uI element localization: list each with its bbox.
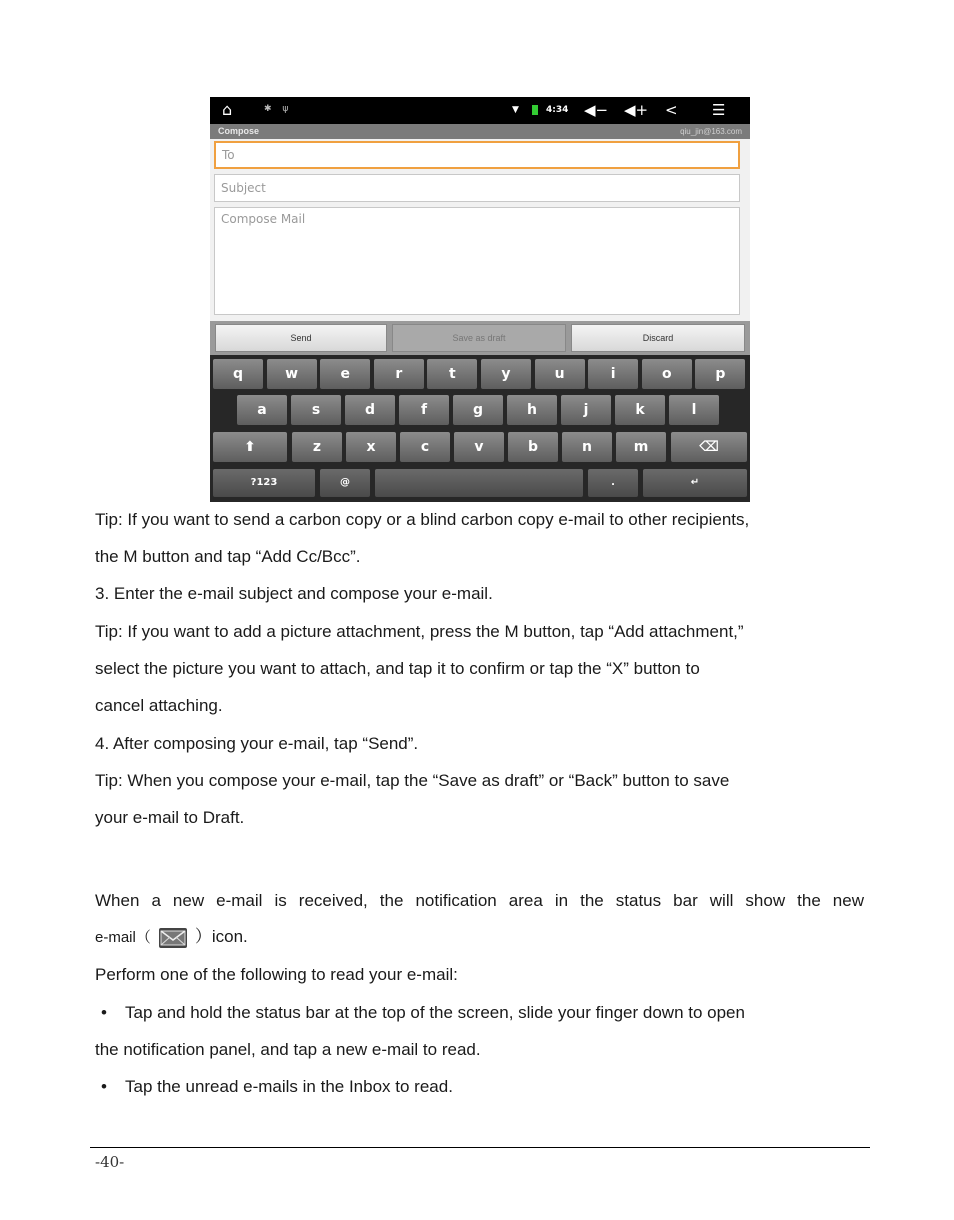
key-p: p — [695, 359, 745, 389]
bullet-1-text: Tap and hold the status bar at the top of the screen, slide your finger down to open — [125, 1003, 745, 1022]
compose-app-bar — [210, 124, 750, 139]
shift-key-icon: ⬆ — [213, 432, 287, 462]
account-address: qiu_jin@163.com — [680, 127, 742, 136]
page-number: -40- — [95, 1153, 125, 1171]
tip-draft-line-2: your e-mail to Draft. — [95, 808, 245, 827]
tip-cc-line-2: the M button and tap “Add Cc/Bcc”. — [95, 547, 361, 566]
email-prefix: e-mail（ — [95, 929, 151, 946]
backspace-key-icon: ⌫ — [671, 432, 747, 462]
soft-keyboard — [210, 355, 750, 502]
status-clock: 4:34 — [546, 105, 569, 115]
back-icon: < — [665, 101, 678, 119]
key-g: g — [453, 395, 503, 425]
home-icon: ⌂ — [222, 100, 233, 119]
subject-field: Subject — [214, 174, 740, 202]
compose-action-bar — [210, 321, 750, 355]
key-j: j — [561, 395, 611, 425]
key-f: f — [399, 395, 449, 425]
key-u: u — [535, 359, 585, 389]
key-i: i — [588, 359, 638, 389]
new-mail-paragraph-line-2 — [95, 926, 248, 949]
envelope-icon — [159, 928, 187, 948]
bullet-marker: • — [101, 1077, 107, 1096]
battery-icon — [532, 105, 538, 115]
tip-attachment-line-1: Tip: If you want to add a picture attachment, press the M button, tap “Add attachment,” — [95, 622, 744, 641]
status-bar — [210, 97, 750, 124]
at-key: @ — [320, 469, 370, 497]
step-4: 4. After composing your e-mail, tap “Send”. — [95, 734, 419, 753]
key-m: m — [616, 432, 666, 462]
key-l: l — [669, 395, 719, 425]
volume-up-icon: ◀+ — [624, 101, 649, 119]
menu-icon: ☰ — [712, 101, 726, 119]
key-v: v — [454, 432, 504, 462]
key-w: w — [267, 359, 317, 389]
perform-instructions: Perform one of the following to read your e-mail: — [95, 965, 458, 984]
step-3: 3. Enter the e-mail subject and compose your e-mail. — [95, 584, 493, 603]
compose-screenshot — [210, 97, 750, 502]
bullet-marker: • — [101, 1003, 107, 1022]
compose-form — [210, 139, 750, 321]
key-q: q — [213, 359, 263, 389]
key-h: h — [507, 395, 557, 425]
space-key — [375, 469, 583, 497]
period-key: . — [588, 469, 638, 497]
key-a: a — [237, 395, 287, 425]
footer-rule — [90, 1147, 870, 1148]
tip-cc-line-1: Tip: If you want to send a carbon copy or a blind carbon copy e-mail to other recipients, — [95, 510, 750, 529]
key-n: n — [562, 432, 612, 462]
compose-body-field: Compose Mail — [214, 207, 740, 315]
bullet-item-2 — [95, 1076, 453, 1098]
key-k: k — [615, 395, 665, 425]
to-field: To — [214, 141, 740, 169]
email-suffix: ）icon. — [194, 927, 248, 946]
key-o: o — [642, 359, 692, 389]
key-d: d — [345, 395, 395, 425]
enter-key-icon: ↵ — [643, 469, 747, 497]
notification-icons: ✱ ψ — [264, 104, 293, 114]
discard-button: Discard — [571, 324, 745, 352]
key-s: s — [291, 395, 341, 425]
key-t: t — [427, 359, 477, 389]
key-z: z — [292, 432, 342, 462]
compose-title: Compose — [218, 126, 260, 136]
key-x: x — [346, 432, 396, 462]
tip-draft-line-1: Tip: When you compose your e-mail, tap the “Save as draft” or “Back” button to save — [95, 771, 730, 790]
new-mail-paragraph-line-1: When a new e-mail is received, the notification area in the status bar will show the new — [95, 891, 864, 910]
send-button: Send — [215, 324, 387, 352]
bullet-item-1-continued: the notification panel, and tap a new e-mail to read. — [95, 1040, 481, 1059]
key-c: c — [400, 432, 450, 462]
key-b: b — [508, 432, 558, 462]
tip-attachment-line-2: select the picture you want to attach, and tap it to confirm or tap the “X” button to — [95, 659, 700, 678]
key-y: y — [481, 359, 531, 389]
tip-attachment-line-3: cancel attaching. — [95, 696, 223, 715]
key-r: r — [374, 359, 424, 389]
volume-down-icon: ◀− — [584, 101, 609, 119]
symbols-key: ?123 — [213, 469, 315, 497]
wifi-icon: ▼ — [512, 105, 519, 115]
bullet-2-text: Tap the unread e-mails in the Inbox to read. — [125, 1077, 453, 1096]
save-draft-button: Save as draft — [392, 324, 566, 352]
bullet-item-1 — [95, 1002, 745, 1024]
key-e: e — [320, 359, 370, 389]
